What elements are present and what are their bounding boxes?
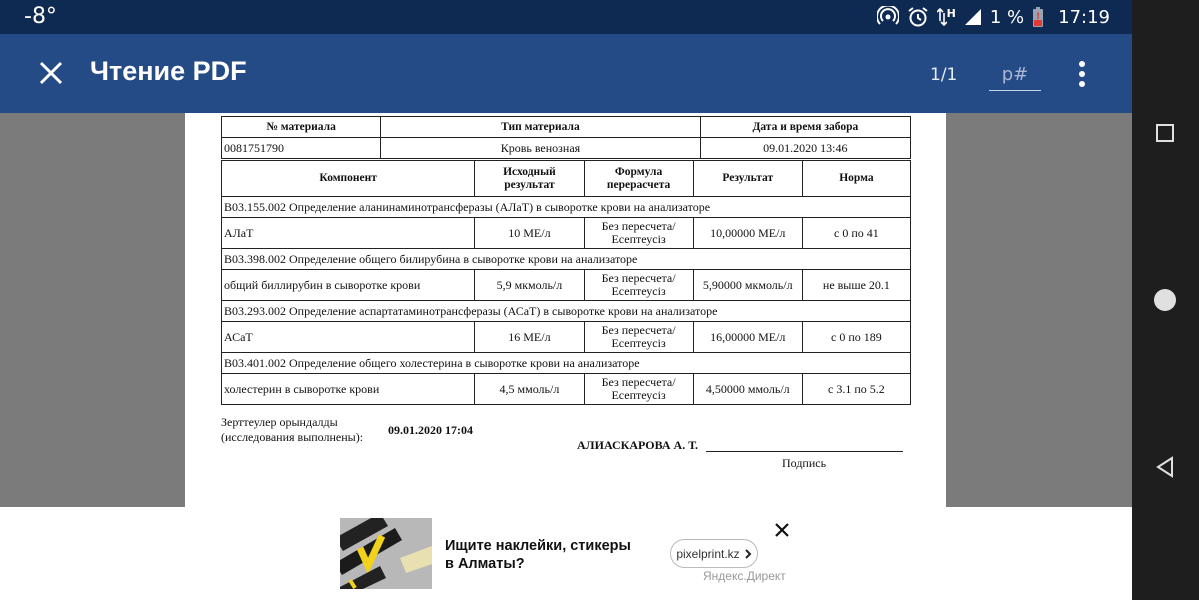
result-cell: 16,00000 МЕ/л xyxy=(693,322,802,353)
section-title: B03.293.002 Определение аспартатаминотрансферазы (АСаТ) в сыворотке крови на анализаторе xyxy=(222,301,911,322)
signature-line xyxy=(706,451,903,452)
table-row xyxy=(222,270,911,301)
table-header: Тип материала xyxy=(381,117,700,138)
navigation-bar xyxy=(1132,0,1199,600)
section-title: B03.398.002 Определение общего билирубина в сыворотке крови на анализаторе xyxy=(222,249,911,270)
initial-cell: 4,5 ммоль/л xyxy=(475,374,584,405)
done-label xyxy=(221,415,363,445)
page-indicator: 1/1 xyxy=(930,65,958,85)
table-cell: 0081751790 xyxy=(222,138,381,159)
formula-cell xyxy=(584,374,693,405)
header-line: результат xyxy=(504,178,555,191)
done-date: 09.01.2020 17:04 xyxy=(388,423,473,437)
initial-cell: 5,9 мкмоль/л xyxy=(475,270,584,301)
ad-image[interactable] xyxy=(340,518,432,589)
header-line: перерасчета xyxy=(606,178,671,191)
norm-cell: не выше 20.1 xyxy=(802,270,910,301)
ad-source: Яндекс.Директ xyxy=(703,569,786,583)
component-cell: АСаТ xyxy=(222,322,475,353)
table-cell: 09.01.2020 13:46 xyxy=(700,138,910,159)
alarm-icon xyxy=(907,6,929,28)
status-icons xyxy=(877,0,1110,34)
ad-line: Ищите наклейки, стикеры xyxy=(445,538,631,554)
formula-line: Без пересчета/ xyxy=(601,219,676,233)
ad-headline[interactable] xyxy=(445,537,645,573)
app-title: Чтение PDF xyxy=(90,56,247,86)
more-vert-icon xyxy=(1072,60,1092,88)
done-label-line: Зерттеулер орындалды xyxy=(221,415,338,429)
table-header: Норма xyxy=(802,161,910,197)
result-cell: 4,50000 ммоль/л xyxy=(693,374,802,405)
recents-button[interactable] xyxy=(1150,118,1180,148)
app-bar xyxy=(0,34,1132,113)
result-cell: 10,00000 МЕ/л xyxy=(693,218,802,249)
material-table xyxy=(221,116,911,159)
hotspot-icon xyxy=(877,6,899,28)
formula-line: Есептеусіз xyxy=(611,388,666,402)
norm-cell: с 3.1 по 5.2 xyxy=(802,374,910,405)
close-icon xyxy=(773,521,791,539)
battery-text: 1 % xyxy=(989,6,1025,28)
battery-low-icon xyxy=(1032,6,1044,28)
back-icon xyxy=(1154,455,1176,479)
home-icon xyxy=(1153,288,1177,312)
initial-cell: 10 МЕ/л xyxy=(475,218,584,249)
section-title: B03.401.002 Определение общего холестерина в сыворотке крови на анализаторе xyxy=(222,353,911,374)
formula-cell xyxy=(584,218,693,249)
signature-caption: Подпись xyxy=(782,456,827,470)
ad-banner xyxy=(0,507,1132,600)
recents-icon xyxy=(1154,122,1176,144)
formula-line: Без пересчета/ xyxy=(601,271,676,285)
ad-link-label: pixelprint.kz xyxy=(676,546,740,561)
table-header: Результат xyxy=(693,161,802,197)
close-button[interactable] xyxy=(36,58,66,88)
overflow-menu-button[interactable] xyxy=(1072,60,1092,88)
pdf-page xyxy=(185,113,946,507)
norm-cell: с 0 по 189 xyxy=(802,322,910,353)
formula-line: Есептеусіз xyxy=(611,232,666,246)
component-cell: холестерин в сыворотке крови xyxy=(222,374,475,405)
table-row xyxy=(222,218,911,249)
done-label-line: (исследования выполнены): xyxy=(221,430,364,444)
temperature-text: -8° xyxy=(24,4,57,29)
formula-line: Без пересчета/ xyxy=(601,323,676,337)
component-cell: АЛаТ xyxy=(222,218,475,249)
formula-cell xyxy=(584,322,693,353)
component-cell: общий биллирубин в сыворотке крови xyxy=(222,270,475,301)
section-row xyxy=(222,353,911,374)
header-line: Исходный xyxy=(503,165,556,178)
sticker-image-icon xyxy=(340,518,432,589)
close-icon xyxy=(36,58,66,88)
svg-text:!: ! xyxy=(1036,12,1041,22)
section-title: B03.155.002 Определение аланинаминотрансферазы (АЛаТ) в сыворотке крови на анализаторе xyxy=(222,197,911,218)
results-table xyxy=(221,160,911,405)
table-header-row xyxy=(222,117,911,138)
result-cell: 5,90000 мкмоль/л xyxy=(693,270,802,301)
ad-line: в Алматы? xyxy=(445,556,525,572)
formula-cell xyxy=(584,270,693,301)
doctor-name: АЛИАСКАРОВА А. Т. xyxy=(577,438,699,452)
table-row xyxy=(222,374,911,405)
table-row xyxy=(222,322,911,353)
section-row xyxy=(222,301,911,322)
table-header xyxy=(584,161,693,197)
back-button[interactable] xyxy=(1150,452,1180,482)
time-text: 17:19 xyxy=(1058,6,1110,28)
mobile-data-icon xyxy=(937,7,956,27)
status-bar xyxy=(0,0,1132,34)
signal-icon xyxy=(964,8,982,26)
table-header-row xyxy=(222,161,911,197)
ad-close-button[interactable] xyxy=(773,521,791,539)
table-cell: Кровь венозная xyxy=(381,138,700,159)
network-type: H xyxy=(946,6,956,20)
section-row xyxy=(222,249,911,270)
initial-cell: 16 МЕ/л xyxy=(475,322,584,353)
table-header xyxy=(475,161,584,197)
section-row xyxy=(222,197,911,218)
norm-cell: с 0 по 41 xyxy=(802,218,910,249)
table-header: Дата и время забора xyxy=(700,117,910,138)
home-button[interactable] xyxy=(1150,285,1180,315)
formula-line: Без пересчета/ xyxy=(601,375,676,389)
formula-line: Есептеусіз xyxy=(611,336,666,350)
table-row xyxy=(222,138,911,159)
ad-link-button[interactable] xyxy=(670,539,758,568)
page-number-input[interactable] xyxy=(989,58,1041,91)
table-header: № материала xyxy=(222,117,381,138)
formula-line: Есептеусіз xyxy=(611,284,666,298)
header-line: Формула xyxy=(614,165,663,178)
chevron-right-icon xyxy=(744,549,752,559)
table-header: Компонент xyxy=(222,161,475,197)
